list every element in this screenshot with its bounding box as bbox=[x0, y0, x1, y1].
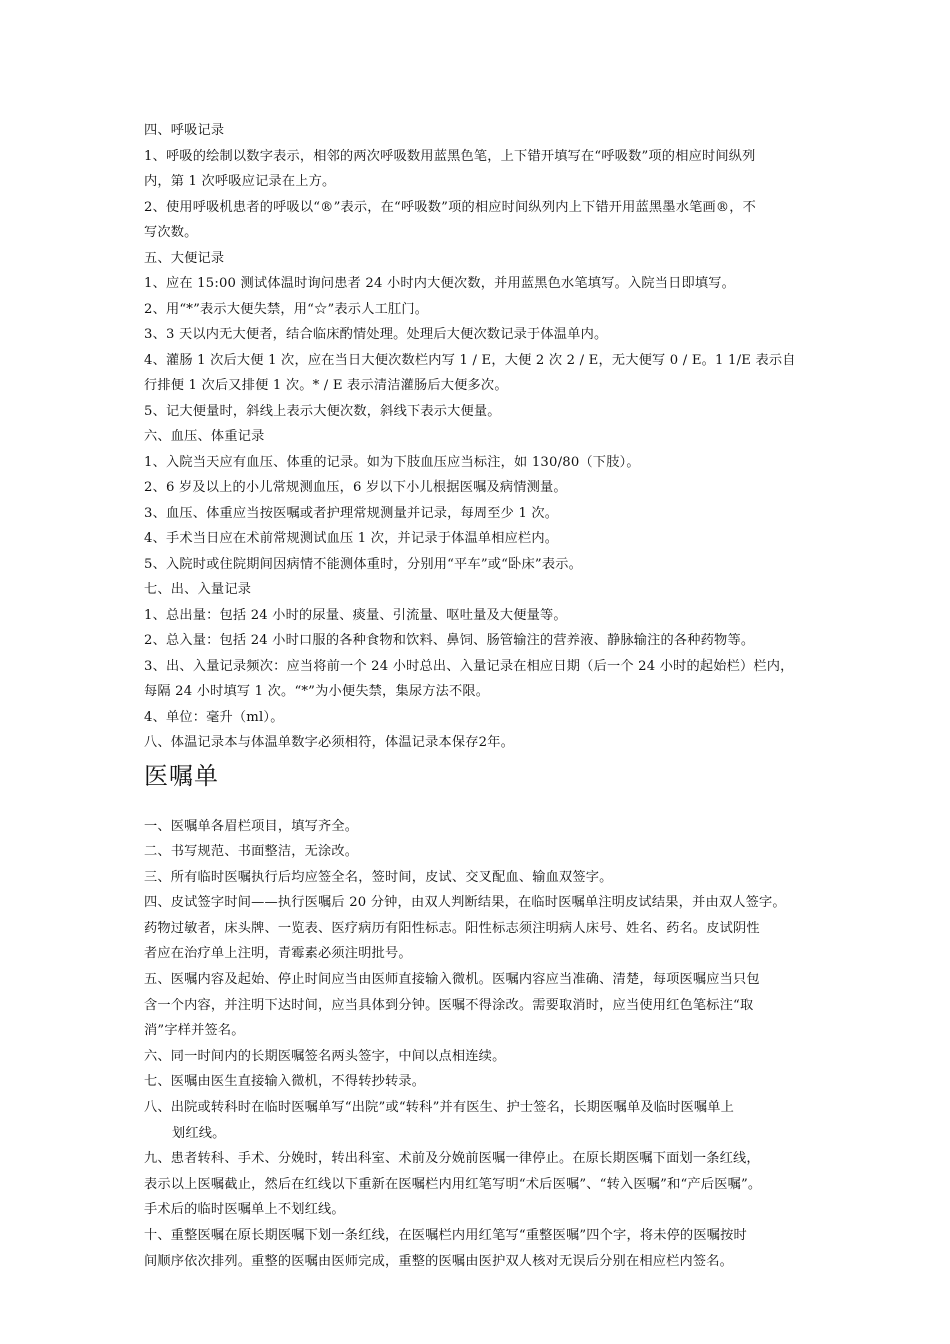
text-line: 3、血压、体重应当按医嘱或者护理常规测量并记录，每周至少 1 次。 bbox=[144, 505, 559, 521]
text-line: 九、患者转科、手术、分娩时，转出科室、术前及分娩前医嘱一律停止。在原长期医嘱下面划一条红线， bbox=[144, 1151, 760, 1167]
temperature-record-paragraph bbox=[144, 603, 812, 629]
temperature-record-paragraph bbox=[144, 705, 812, 731]
text-line: 五、大便记录 bbox=[144, 250, 225, 266]
text-line: 1、总出量：包括 24 小时的尿量、痰量、引流量、呕吐量及大便量等。 bbox=[144, 607, 567, 623]
text-line: 写次数。 bbox=[144, 225, 198, 240]
temperature-record-paragraph bbox=[144, 628, 812, 654]
text-line: 3、出、入量记录频次：应当将前一个 24 小时总出、入量记录在相应日期（后一个 24 小时的起始栏）栏内， bbox=[144, 658, 794, 674]
text-line: 4、灌肠 1 次后大便 1 次，应在当日大便次数栏内写 1 / E，大便 2 次 2 / E，无大便写 0 / E。1 1/E 表示自 bbox=[144, 352, 796, 368]
temperature-record-paragraph bbox=[144, 654, 812, 705]
medical-order-paragraph bbox=[144, 1223, 812, 1274]
text-line: 六、同一时间内的长期医嘱签名两头签字，中间以点相连续。 bbox=[144, 1048, 506, 1064]
text-line: 内，第 1 次呼吸应记录在上方。 bbox=[144, 174, 336, 189]
temperature-record-paragraph bbox=[144, 118, 812, 144]
text-line: 十、重整医嘱在原长期医嘱下划一条红线，在医嘱栏内用红笔写“重整医嘱”四个字，将未停的医嘱按时 bbox=[144, 1228, 747, 1243]
text-line: 4、单位：毫升（ml）。 bbox=[144, 709, 284, 725]
text-line: 药物过敏者，床头牌、一览表、医疗病历有阳性标志。阳性标志须注明病人床号、姓名、药名。皮试阴性 bbox=[144, 920, 760, 936]
medical-order-paragraph bbox=[144, 1069, 812, 1095]
text-line: 一、医嘱单各眉栏项目，填写齐全。 bbox=[144, 818, 359, 834]
medical-order-paragraph bbox=[144, 890, 812, 967]
text-line: 含一个内容，并注明下达时间，应当具体到分钟。医嘱不得涂改。需要取消时，应当使用红色笔标注“取 bbox=[144, 997, 754, 1013]
text-line: 八、出院或转科时在临时医嘱单写“出院”或“转科”并有医生、护士签名，长期医嘱单及临时医嘱单上 bbox=[144, 1100, 735, 1116]
text-line: 六、血压、体重记录 bbox=[144, 429, 265, 444]
temperature-record-paragraph bbox=[144, 475, 812, 501]
text-line: 2、使用呼吸机患者的呼吸以“®”表示，在“呼吸数”项的相应时间纵列内上下错开用蓝黑墨水笔画®，不 bbox=[144, 199, 757, 215]
text-line: 七、出、入量记录 bbox=[144, 582, 252, 597]
temperature-record-paragraph bbox=[144, 526, 812, 552]
temperature-record-paragraph bbox=[144, 271, 812, 297]
temperature-record-paragraph bbox=[144, 246, 812, 272]
temperature-record-paragraph bbox=[144, 322, 812, 348]
temperature-record-paragraph bbox=[144, 424, 812, 450]
temperature-record-paragraph bbox=[144, 144, 812, 195]
text-line: 消”字样并签名。 bbox=[144, 1023, 245, 1039]
text-line: 间顺序依次排列。重整的医嘱由医师完成，重整的医嘱由医护双人核对无误后分别在相应栏内签名。 bbox=[144, 1253, 734, 1269]
text-line: 四、呼吸记录 bbox=[144, 123, 225, 138]
text-line: 五、医嘱内容及起始、停止时间应当由医师直接输入微机。医嘱内容应当准确、清楚，每项医嘱应当只包 bbox=[144, 972, 760, 988]
medical-order-paragraph bbox=[144, 1095, 812, 1146]
medical-order-paragraph bbox=[144, 1044, 812, 1070]
text-line: 二、书写规范、书面整洁，无涂改。 bbox=[144, 844, 359, 860]
temperature-record-paragraph bbox=[144, 577, 812, 603]
temperature-record-paragraph bbox=[144, 501, 812, 527]
text-line: 者应在治疗单上注明，青霉素必须注明批号。 bbox=[144, 946, 412, 962]
text-line: 5、记大便量时，斜线上表示大便次数，斜线下表示大便量。 bbox=[144, 403, 501, 419]
medical-order-paragraph bbox=[144, 865, 812, 891]
medical-order-paragraph bbox=[144, 1146, 812, 1223]
text-line: 每隔 24 小时填写 1 次。“*”为小便失禁，集尿方法不限。 bbox=[144, 684, 490, 699]
temperature-record-paragraph bbox=[144, 297, 812, 323]
text-line: 行排便 1 次后又排便 1 次。* / E 表示清洁灌肠后大便多次。 bbox=[144, 378, 508, 393]
temperature-record-paragraph bbox=[144, 348, 812, 399]
text-line: 七、医嘱由医生直接输入微机，不得转抄转录。 bbox=[144, 1074, 426, 1090]
text-line: 表示以上医嘱截止，然后在红线以下重新在医嘱栏内用红笔写明“术后医嘱”、“转入医嘱”和“产后医嘱”。 bbox=[144, 1176, 762, 1192]
text-line: 划红线。 bbox=[172, 1125, 226, 1141]
text-line: 三、所有临时医嘱执行后均应签全名，签时间，皮试、交叉配血、输血双签字。 bbox=[144, 869, 613, 885]
temperature-record-paragraph bbox=[144, 730, 812, 756]
medical-order-paragraph bbox=[144, 814, 812, 840]
text-line: 5、入院时或住院期间因病情不能测体重时，分别用“平车”或“卧床”表示。 bbox=[144, 556, 582, 572]
text-line: 2、总入量：包括 24 小时口服的各种食物和饮料、鼻饲、肠管输注的营养液、静脉输注的各种药物等。 bbox=[144, 633, 755, 648]
medical-order-paragraph bbox=[144, 839, 812, 865]
text-line: 3、3 天以内无大便者，结合临床酌情处理。处理后大便次数记录于体温单内。 bbox=[144, 327, 608, 342]
text-line: 1、入院当天应有血压、体重的记录。如为下肢血压应当标注，如 130/80（下肢）。 bbox=[144, 454, 640, 470]
text-line: 1、应在 15:00 测试体温时询问患者 24 小时内大便次数，并用蓝黑色水笔填写。入院当日即填写。 bbox=[144, 276, 736, 291]
temperature-record-paragraph bbox=[144, 399, 812, 425]
text-line: 四、皮试签字时间——执行医嘱后 20 分钟，由双人判断结果，在临时医嘱单注明皮试结果，并由双人签字。 bbox=[144, 895, 786, 911]
temperature-record-section bbox=[144, 118, 812, 756]
text-line: 手术后的临时医嘱单上不划红线。 bbox=[144, 1202, 345, 1218]
temperature-record-paragraph bbox=[144, 552, 812, 578]
document-page bbox=[144, 118, 812, 1274]
temperature-record-paragraph bbox=[144, 195, 812, 246]
text-line: 4、手术当日应在术前常规测试血压 1 次，并记录于体温单相应栏内。 bbox=[144, 531, 559, 546]
text-line: 1、呼吸的绘制以数字表示，相邻的两次呼吸数用蓝黑色笔，上下错开填写在“呼吸数”项的相应时间纵列 bbox=[144, 148, 756, 164]
text-line: 2、用“*”表示大便失禁，用“☆”表示人工肛门。 bbox=[144, 301, 429, 317]
page-title: 医嘱单 bbox=[144, 761, 219, 790]
text-line: 2、6 岁及以上的小儿常规测血压，6 岁以下小儿根据医嘱及病情测量。 bbox=[144, 480, 567, 495]
text-line: 八、体温记录本与体温单数字必须相符，体温记录本保存2年。 bbox=[144, 735, 515, 750]
temperature-record-paragraph bbox=[144, 450, 812, 476]
medical-order-paragraph bbox=[144, 967, 812, 1044]
medical-order-section bbox=[144, 814, 812, 1275]
